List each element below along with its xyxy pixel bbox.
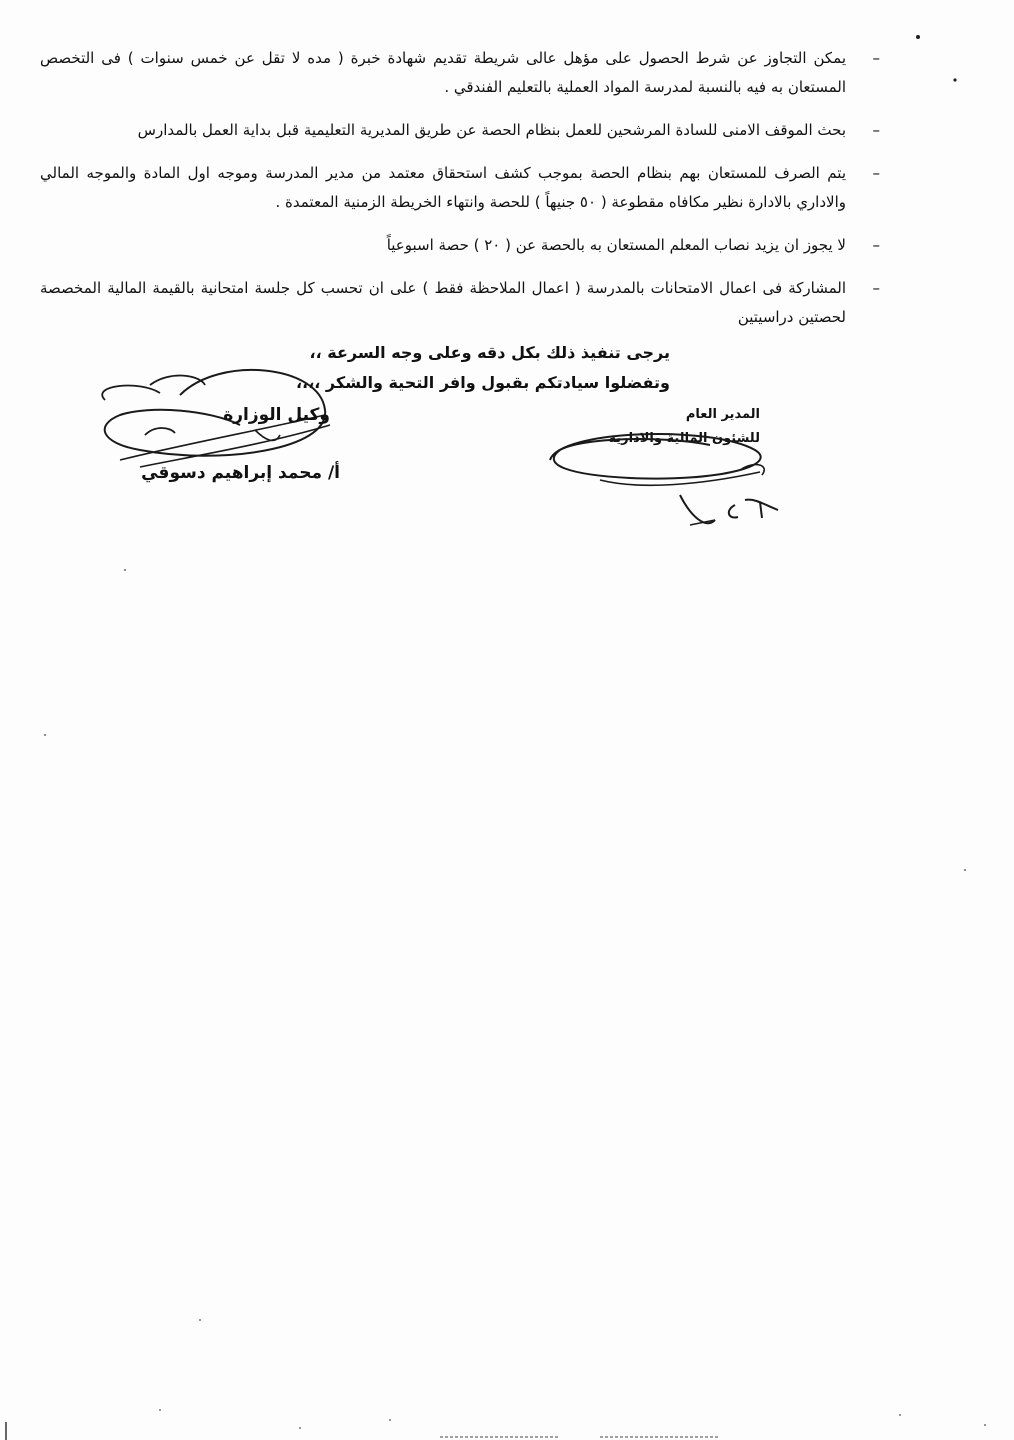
clause-text: يتم الصرف للمستعان بهم بنظام الحصة بموجب كشف استحقاق معتمد من مدير المدرسة وموجه اول المادة والموجه المالي والاداري بالادارة نظير مكافاه مقطوعة ( ٥٠ جنيهاً ) للحصة وانتهاء الخريطة الزمنية المعتمدة . [40, 164, 846, 211]
closing-line-1: يرجى تنفيذ ذلك بكل دقه وعلى وجه السرعة ،، [309, 343, 670, 362]
clause-marker: – [872, 279, 880, 297]
clause-marker: – [872, 236, 880, 254]
deputy-title: وكيل الوزارة [223, 405, 330, 425]
deputy-name: أ/ محمد إبراهيم دسوقي [141, 463, 340, 483]
director-title: المدير العام [685, 407, 760, 422]
closing-line-2: وتفضلوا سيادتكم بقبول وافر التحية والشكر ،،،، [296, 373, 670, 392]
clause-text: لا يجوز ان يزيد نصاب المعلم المستعان به بالحصة عن ( ٢٠ ) حصة اسبوعياً [386, 236, 846, 254]
clause-marker: – [872, 49, 880, 67]
clause-text: المشاركة فى اعمال الامتحانات بالمدرسة ( اعمال الملاحظة فقط ) على ان تحسب كل جلسة امتحانية بالقيمة المالية المخصصة لحصتين دراسيتين [40, 279, 846, 326]
clause-marker: – [872, 121, 880, 139]
clause-text: بحث الموقف الامنى للسادة المرشحين للعمل بنظام الحصة عن طريق المديرية التعليمية قبل بداية العمل بالمدارس [137, 121, 846, 139]
director-department: للشئون المالية والادارية [608, 431, 760, 446]
clause-text: يمكن التجاوز عن شرط الحصول على مؤهل عالى شريطة تقديم شهادة خبرة ( مده لا تقل عن خمس سنوات ) فى التخصص المستعان به فيه بالنسبة لمدرسة المواد العملية بالتعليم الفندقي . [40, 49, 846, 96]
clause-marker: – [872, 164, 880, 182]
